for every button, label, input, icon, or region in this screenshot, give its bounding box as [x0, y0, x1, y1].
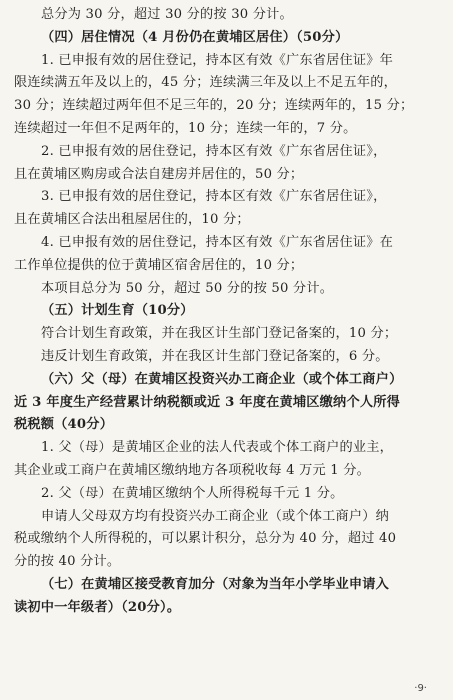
text-line: 2. 已申报有效的居住登记，持本区有效《广东省居住证》，	[41, 143, 387, 159]
section-heading-line: （四）居住情况（4 月份仍在黄埔区居住）（50分）	[41, 29, 349, 45]
text-line: 工作单位提供的位于黄埔区宿舍居住的，10 分；	[14, 257, 304, 273]
text-line: 限连续满五年及以上的，45 分；连续满三年及以上不足五年的，	[14, 75, 398, 91]
page-number: ·9·	[414, 683, 427, 694]
text-line: 税或缴纳个人所得税的，可以累计积分，总分为 40 分，超过 40	[14, 531, 397, 547]
text-line: 4. 已申报有效的居住登记，持本区有效《广东省居住证》在	[41, 234, 394, 250]
text-line: 违反计划生育政策，并在我区计生部门登记备案的，6 分。	[41, 348, 389, 364]
section-heading-line: （六）父（母）在黄埔区投资兴办工商企业（或个体工商户）	[41, 371, 403, 387]
text-line: 申请人父母双方均有投资兴办工商企业（或个体工商户）纳	[41, 508, 390, 524]
text-line: 本项目总分为 50 分，超过 50 分的按 50 分计。	[41, 280, 334, 296]
text-line: 总分为 30 分，超过 30 分的按 30 分计。	[41, 7, 293, 22]
text-line: 符合计划生育政策，并在我区计生部门登记备案的，10 分；	[41, 326, 398, 342]
section-heading-line: 读初中一年级者）（20分）。	[14, 599, 181, 615]
section-heading-line: （五）计划生育（10分）	[41, 303, 194, 319]
text-line: 连续超过一年但不足两年的，10 分；连续一年的，7 分。	[14, 120, 357, 136]
text-line: 3. 已申报有效的居住登记，持本区有效《广东省居住证》，	[41, 189, 387, 205]
section-heading-line: 税税额（40分）	[14, 417, 114, 433]
section-heading-line: （七）在黄埔区接受教育加分（对象为当年小学毕业申请入	[41, 576, 390, 592]
section-heading-line: 近 3 年度生产经营累计纳税额或近 3 年度在黄埔区缴纳个人所得	[14, 394, 400, 410]
text-line: 1. 已申报有效的居住登记，持本区有效《广东省居住证》年	[41, 52, 394, 68]
text-line: 30 分；连续超过两年但不足三年的，20 分；连续两年的，15 分；	[14, 98, 414, 114]
text-line: 2. 父（母）在黄埔区缴纳个人所得税每千元 1 分。	[41, 485, 344, 501]
text-line: 其企业或工商户在黄埔区缴纳地方各项税收每 4 万元 1 分。	[14, 462, 371, 478]
text-line: 且在黄埔区购房或合法自建房并居住的，50 分；	[14, 166, 304, 182]
text-line: 1. 父（母）是黄埔区企业的法人代表或个体工商户的业主，	[41, 440, 394, 456]
text-line: 且在黄埔区合法出租屋居住的，10 分；	[14, 212, 250, 228]
document-body	[14, 4, 439, 620]
text-line: 分的按 40 分计。	[14, 554, 121, 570]
